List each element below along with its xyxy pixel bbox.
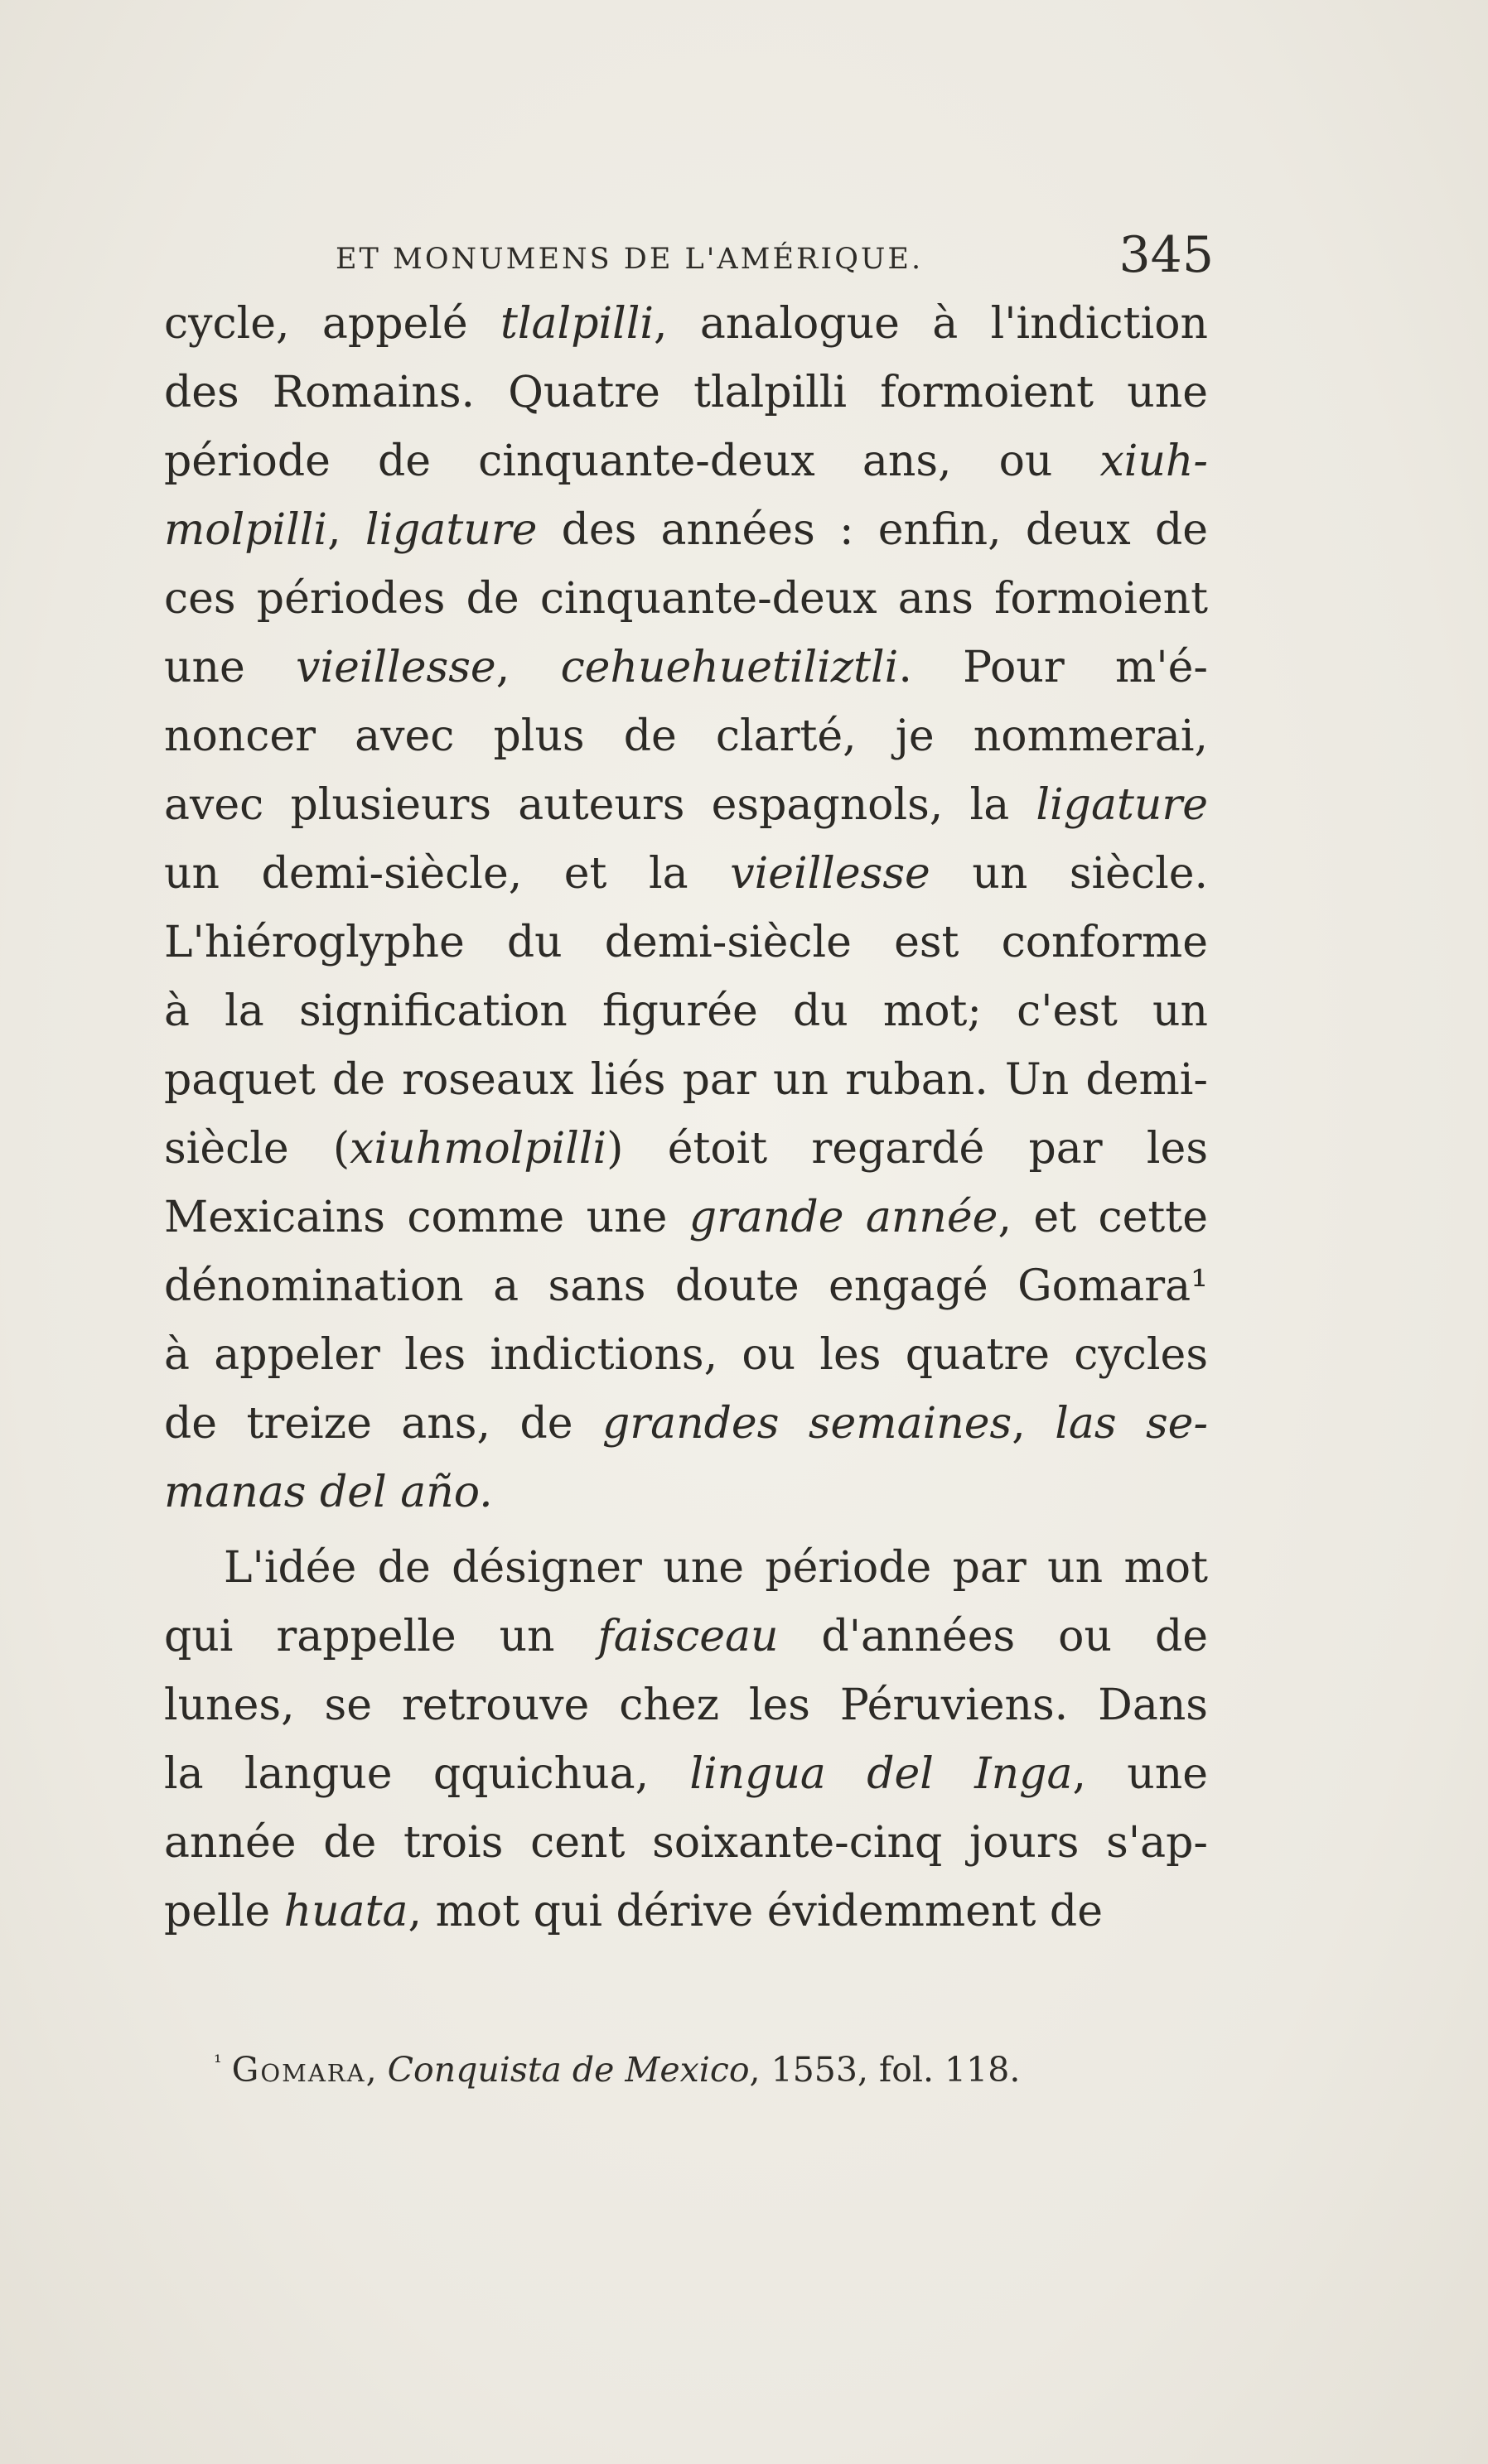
text-line [164,909,1208,977]
text-line [164,771,1208,840]
italic-span: molpilli [164,505,328,555]
text-line [164,1603,1208,1671]
text-span: avec plusieurs auteurs espagnols, la [164,780,1036,830]
paragraph-1 [164,290,1208,1527]
text-span: , une [1072,1749,1209,1799]
italic-span: cehuehuetiliztli [560,643,899,692]
text-line [164,359,1208,427]
text-line [164,840,1208,909]
text-line [164,1878,1208,1946]
text-span: L'hiéroglyphe du demi-siècle est conforme [164,918,1208,967]
text-line [164,1252,1208,1321]
page-header [336,226,1214,284]
italic-span: las se- [1055,1399,1209,1449]
text-span: ces périodes de cinquante-deux ans formoient [164,574,1208,624]
text-line [164,1184,1208,1252]
text-span: année de trois cent soixante-cinq jours s'ap- [164,1818,1208,1868]
text-line [164,565,1208,634]
footnote-title: Conquista de Mexico [387,2050,750,2090]
text-line [164,427,1208,496]
text-line [164,1046,1208,1115]
text-span: des années : enfin, deux de [537,505,1209,555]
text-line [164,290,1208,359]
text-line [164,1671,1208,1740]
text-line [164,1115,1208,1184]
footnote [214,2050,1020,2090]
text-line [164,977,1208,1046]
footnote-author: Gomara [231,2050,366,2090]
italic-span: tlalpilli [500,299,655,349]
text-span: lunes, se retrouve chez les Péruviens. Dans [164,1680,1208,1730]
text-span: période de cinquante-deux ans, ou [164,436,1100,486]
text-span: , [495,643,561,692]
text-span: d'années ou de [778,1612,1208,1661]
paragraph-break [164,1527,1208,1534]
text-span: à appeler les indictions, ou les quatre cycles [164,1330,1208,1380]
italic-span: ligature [365,505,538,555]
text-span: une [164,643,297,692]
text-span: de treize ans, de [164,1399,602,1449]
text-span: siècle ( [164,1124,350,1174]
text-line [164,1809,1208,1878]
text-span: . Pour m'é- [898,643,1208,692]
text-line [164,1321,1208,1390]
text-span: à la signification figurée du mot; c'est un [164,986,1208,1036]
text-line [164,1459,1208,1527]
text-span: noncer avec plus de clarté, je nommerai, [164,711,1208,761]
italic-span: vieillesse [296,643,496,692]
text-span: Mexicains comme une [164,1193,689,1242]
text-line [164,1740,1208,1809]
text-span: , mot qui dérive évidemment de [408,1887,1103,1936]
italic-span: xiuh- [1099,436,1208,486]
italic-span: manas del año. [164,1468,493,1517]
text-line [164,496,1208,565]
text-line [164,1390,1208,1459]
italic-span: grande année [688,1193,998,1242]
text-span: , analogue à l'indiction [654,299,1209,349]
text-line [164,634,1208,702]
text-line [164,1534,1208,1603]
footnote-citation: , 1553, fol. 118. [749,2050,1021,2090]
text-span: dénomination a sans doute engagé Gomara¹ [164,1261,1208,1311]
text-span: cycle, appelé [164,299,501,349]
text-line [164,702,1208,771]
italic-span: lingua del Inga [689,1749,1073,1799]
running-head: ET MONUMENS DE L'AMÉRIQUE. [336,243,924,276]
text-span: paquet de roseaux liés par un ruban. Un demi- [164,1055,1208,1105]
text-span: , [1012,1399,1056,1449]
text-span: qui rappelle un [164,1612,598,1661]
text-span: des Romains. Quatre tlalpilli formoient une [164,368,1208,417]
body-text [164,290,1208,1946]
text-span: pelle [164,1887,284,1936]
italic-span: vieillesse [730,849,930,899]
text-span: la langue qquichua, [164,1749,690,1799]
italic-span: faisceau [597,1612,779,1661]
footnote-marker: ¹ [214,2051,222,2075]
text-span: un demi-siècle, et la [164,849,731,899]
text-span: , [327,505,365,555]
page-number: 345 [1118,226,1214,284]
italic-span: ligature [1036,780,1208,830]
text-span: un siècle. [930,849,1208,899]
text-span: L'idée de désigner une période par un mot [224,1543,1208,1593]
text-span: ) étoit regardé par les [606,1124,1209,1174]
footnote-separator: , [365,2050,388,2090]
paragraph-2 [164,1534,1208,1946]
italic-span: xiuhmolpilli [350,1124,607,1174]
text-span: , et cette [998,1193,1208,1242]
italic-span: grandes semaines [602,1399,1012,1449]
italic-span: huata [283,1887,408,1936]
